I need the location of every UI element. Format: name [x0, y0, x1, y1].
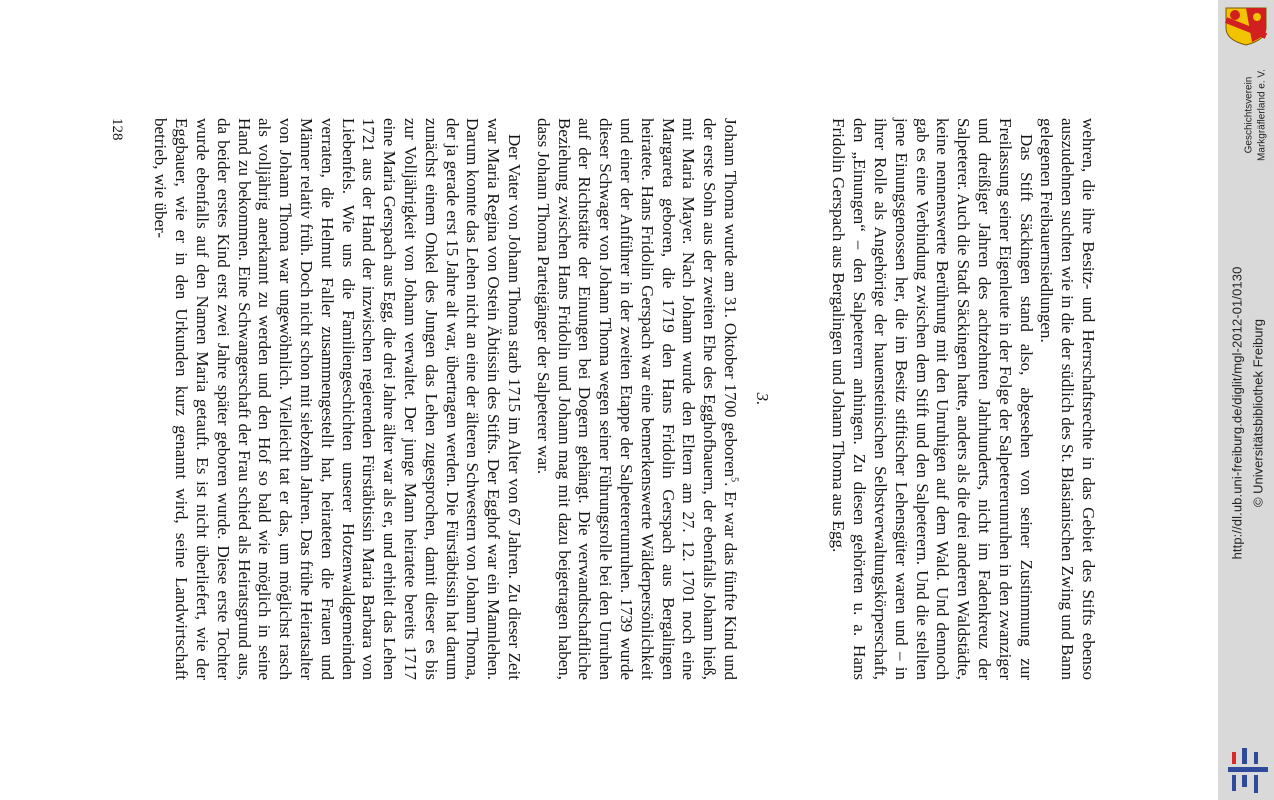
paragraph-3-start: Johann Thoma wurde am 31. Oktober 1700 geboren — [721, 118, 740, 478]
university-library-logo-icon — [1226, 744, 1270, 796]
section-intro — [828, 118, 1098, 680]
paragraph-2: Das Stift Säckingen stand also, abgesehen von seiner Zustimmung zur Freilassung seiner Eigenleute in der Folge der Salpetererunruhen in den zwanziger und dreißiger Jahren des achtzehnten Jahrhunderts, nicht im Fadenkreuz der Salpeterer. Auch die Stadt Säckingen hatte, anders als die drei anderen Waldstädte, keine nennenswerte Berührung mit den Unruhigen auf dem Wald. Und dennoch gab es eine Verbindung zwischen dem Stift und den Salpeterern. Und die stellten jene Einungsgenossen her, die im Besitz stiftischer Lehensgüter waren und – in ihrer Rolle als Angehörige der hauensteinischen Selbstverwaltungskörperschaft, den „Einungen“ – den Salpeterern anhingen. Zu diesen gehörten u. a. Hans Fridolin Gerspach aus Bergalingen und Johann Thoma aus Egg. — [829, 118, 1036, 680]
paragraph-1: wehren, die ihre Besitz- und Herrschaftsrechte in das Gebiet des Stifts ebenso auszudehnen suchten wie in die der südlich des St. Blasianischen Zwing und Bann gelegenen Freibauernsiedlungen. — [1037, 118, 1098, 680]
section-3-part-1 — [532, 118, 740, 680]
paragraph-3-rest: . Er war das fünfte Kind und der erste Sohn aus der zweiten Ehe des Egghofbauern, der ebenfalls Johann hieß, mit Maria Mayer. Nach Johann wurde den Eltern am 27. 12. 1701 noch eine Margareta geboren, die 1719 den Hans Fridolin Gerspach aus Bergalingen heiratete. Hans Fridolin Gerspach war eine bemerkenswerte Wälderpersönlichkeit und einer der Anführer in der zweiten Etappe der Salpetererunruhen. 1739 wurde dieser Schwager von Johann Thoma wegen seiner Führungsrolle bei den Unruhen auf der Richtstätte der Einungen bei Dogern gehängt. Die verwandtschaftliche Beziehung zwischen Hans Fridolin und Johann mag mit dazu beigetragen haben, dass Johann Thoma Parteigänger der Salpeterer war. — [533, 118, 740, 681]
library-copyright: © Universitätsbibliothek Freiburg — [1250, 318, 1266, 508]
document-url-link[interactable]: http://dl.ub.uni-freiburg.de/diglit/mgl-2012-01/0130 — [1229, 266, 1245, 560]
society-name-line-2: Markgräflerland e. V. — [1256, 69, 1268, 161]
paragraph-4: Der Vater von Johann Thoma starb 1715 im Alter von 67 Jahren. Zu dieser Zeit war Maria Regina von Ostein Äbtissin des Stifts. Der Egghof war ein Mannlehen. Darum konnte das Lehen nicht an eine der älteren Schwestern von Johann Thoma, der ja gerade erst 15 Jahre alt war, übertragen werden. Die Fürstäbtissin hat darum zunächst einem Onkel des Jungen das Lehen zugesprochen, damit dieser es bis zur Volljährigkeit von Johann verwaltet. Der junge Mann heiratete bereits 1717 eine Maria Gerspach aus Egg, die drei Jahre älter war als er, und erhielt das Lehen 1721 aus der Hand der inzwischen regierenden Fürstäbtissin Maria Barbara von Liebenfels. Wie uns die Familiengeschichten unserer Hotzenwaldgemeinden verraten, die Helmut Faller zusammengestellt hat, heirateten die Frauen und Männer relativ früh. Doch nicht schon mit siebzehn Jahren. Das frühe Heiratsalter von Johann Thoma war ungewöhnlich. Vielleicht tat er das, um möglichst rasch als volljährig anerkannt zu werden und den Hof so bald wie möglich in seine Hand zu bekommen. Eine Schwangerschaft der Frau schied als Heiratsgrund aus, da beider erstes Kind erst zwei Jahre später geboren wurde. Diese erste Tochter wurde ebenfalls auf den Namen Maria getauft. Es ist nicht überliefert, wie der Eggbauer, wie er in den Urkunden kurz genannt wird, seine Landwirtschaft betrieb, wie über- — [151, 118, 524, 680]
footnote-reference: 5 — [728, 477, 740, 483]
society-crest-icon — [1222, 6, 1270, 46]
page-number: 128 — [109, 118, 125, 141]
section-3-part-2 — [150, 118, 524, 680]
society-name-line-1: Geschichtsverein — [1243, 76, 1255, 154]
paragraph-3 — [532, 118, 740, 680]
section-number: 3. — [753, 392, 772, 406]
